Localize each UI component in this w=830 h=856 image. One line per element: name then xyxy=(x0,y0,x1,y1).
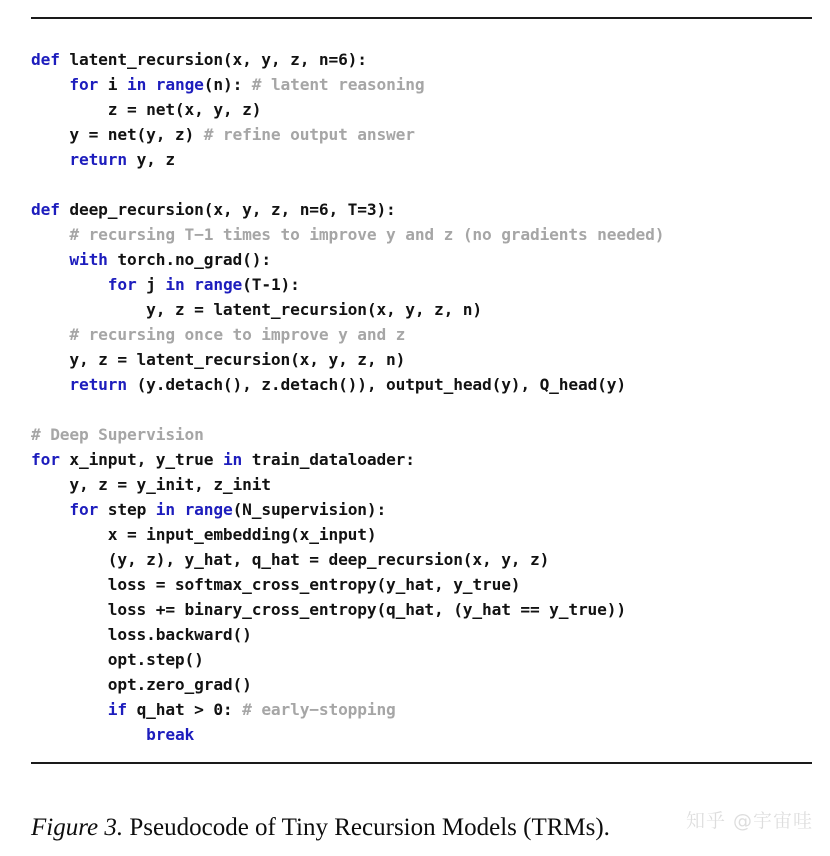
code-token-plain xyxy=(31,225,69,244)
code-token-kw: in xyxy=(126,75,147,94)
code-token-plain xyxy=(31,75,69,94)
code-token-cmt: # refine output answer xyxy=(203,125,415,144)
code-line xyxy=(31,397,812,422)
figure-container xyxy=(31,0,812,856)
code-token-plain: latent_recursion(x, y, z, n=6): xyxy=(59,50,367,69)
code-line xyxy=(31,447,812,472)
code-token-plain xyxy=(31,500,69,519)
code-token-plain: loss.backward() xyxy=(31,625,252,644)
code-token-plain: y, z = latent_recursion(x, y, z, n) xyxy=(31,300,482,319)
code-line xyxy=(31,547,812,572)
code-line xyxy=(31,422,812,447)
code-token-plain: (T-1): xyxy=(242,275,300,294)
code-token-plain: (y, z), y_hat, q_hat = deep_recursion(x, y, z) xyxy=(31,550,550,569)
code-token-plain: z = net(x, y, z) xyxy=(31,100,262,119)
pseudocode-listing xyxy=(31,47,812,747)
code-token-plain xyxy=(185,275,195,294)
code-token-kw: in xyxy=(155,500,175,519)
code-token-cmt: # recursing once to improve y and z xyxy=(69,325,406,344)
figure-top-rule xyxy=(31,17,812,19)
code-line xyxy=(31,472,812,497)
code-line xyxy=(31,97,812,122)
code-token-plain: torch.no_grad(): xyxy=(107,250,271,269)
code-line xyxy=(31,72,812,97)
code-line xyxy=(31,622,812,647)
code-token-plain: deep_recursion(x, y, z, n=6, T=3): xyxy=(59,200,396,219)
code-token-plain: y, z = y_init, z_init xyxy=(31,475,271,494)
code-line xyxy=(31,572,812,597)
code-line xyxy=(31,522,812,547)
code-line xyxy=(31,372,812,397)
code-token-plain xyxy=(31,375,69,394)
code-token-kw: return xyxy=(69,375,127,394)
code-token-cmt: # early−stopping xyxy=(242,700,396,719)
code-token-plain xyxy=(31,725,146,744)
code-token-kw: for xyxy=(107,275,137,294)
code-line xyxy=(31,272,812,297)
code-token-plain: train_dataloader: xyxy=(242,450,415,469)
code-line xyxy=(31,47,812,72)
code-line xyxy=(31,122,812,147)
code-token-kw: break xyxy=(146,725,195,744)
code-token-plain: q_hat > 0: xyxy=(126,700,243,719)
code-token-plain: step xyxy=(98,500,156,519)
code-line xyxy=(31,647,812,672)
code-line xyxy=(31,697,812,722)
code-token-kw: if xyxy=(107,700,127,719)
code-token-kw: for xyxy=(69,75,99,94)
code-token-plain: (n): xyxy=(203,75,252,94)
figure-caption xyxy=(31,812,812,844)
watermark: 知乎 @宇宙哇 xyxy=(686,810,814,832)
code-line xyxy=(31,672,812,697)
code-line xyxy=(31,322,812,347)
code-token-cmt: # Deep Supervision xyxy=(31,425,204,444)
code-token-plain xyxy=(31,325,69,344)
code-token-plain xyxy=(175,500,185,519)
code-token-plain xyxy=(31,250,69,269)
code-token-plain xyxy=(146,75,156,94)
code-token-plain: loss += binary_cross_entropy(q_hat, (y_hat == y_true)) xyxy=(31,600,626,619)
code-token-cmt: # recursing T−1 times to improve y and z (no gradients needed) xyxy=(69,225,665,244)
code-token-plain: i xyxy=(98,75,127,94)
code-token-kw: in xyxy=(222,450,243,469)
code-token-plain: (y.detach(), z.detach()), output_head(y), Q_head(y) xyxy=(126,375,626,394)
code-token-kw: in xyxy=(165,275,185,294)
code-token-kw: with xyxy=(69,250,108,269)
code-line xyxy=(31,147,812,172)
code-line xyxy=(31,347,812,372)
code-token-plain: y, z = latent_recursion(x, y, z, n) xyxy=(31,350,406,369)
code-token-kw: def xyxy=(31,50,60,69)
figure-bottom-rule xyxy=(31,762,812,764)
code-token-kw: for xyxy=(31,450,60,469)
code-token-plain: (N_supervision): xyxy=(232,500,387,519)
code-token-plain: opt.zero_grad() xyxy=(31,675,252,694)
code-token-plain: x = input_embedding(x_input) xyxy=(31,525,377,544)
figure-caption-label: Figure 3. xyxy=(31,814,124,841)
code-token-kw: range xyxy=(184,500,233,519)
code-line xyxy=(31,497,812,522)
code-line xyxy=(31,172,812,197)
code-token-kw: range xyxy=(155,75,204,94)
code-token-kw: range xyxy=(194,275,243,294)
code-token-plain: loss = softmax_cross_entropy(y_hat, y_true) xyxy=(31,575,521,594)
code-token-kw: for xyxy=(69,500,99,519)
code-line xyxy=(31,197,812,222)
code-line xyxy=(31,722,812,747)
code-token-kw: def xyxy=(31,200,60,219)
figure-caption-text: Pseudocode of Tiny Recursion Models (TRMs). xyxy=(123,814,610,841)
code-token-plain: j xyxy=(136,275,166,294)
code-line xyxy=(31,222,812,247)
code-line xyxy=(31,247,812,272)
code-token-kw: return xyxy=(69,150,127,169)
code-line xyxy=(31,597,812,622)
code-token-plain xyxy=(31,275,108,294)
code-token-cmt: # latent reasoning xyxy=(251,75,425,94)
code-line xyxy=(31,297,812,322)
code-token-plain xyxy=(31,700,108,719)
code-token-plain: x_input, y_true xyxy=(59,450,223,469)
code-token-plain: opt.step() xyxy=(31,650,204,669)
code-token-plain: y, z xyxy=(126,150,175,169)
code-token-plain: y = net(y, z) xyxy=(31,125,204,144)
code-token-plain xyxy=(31,150,69,169)
